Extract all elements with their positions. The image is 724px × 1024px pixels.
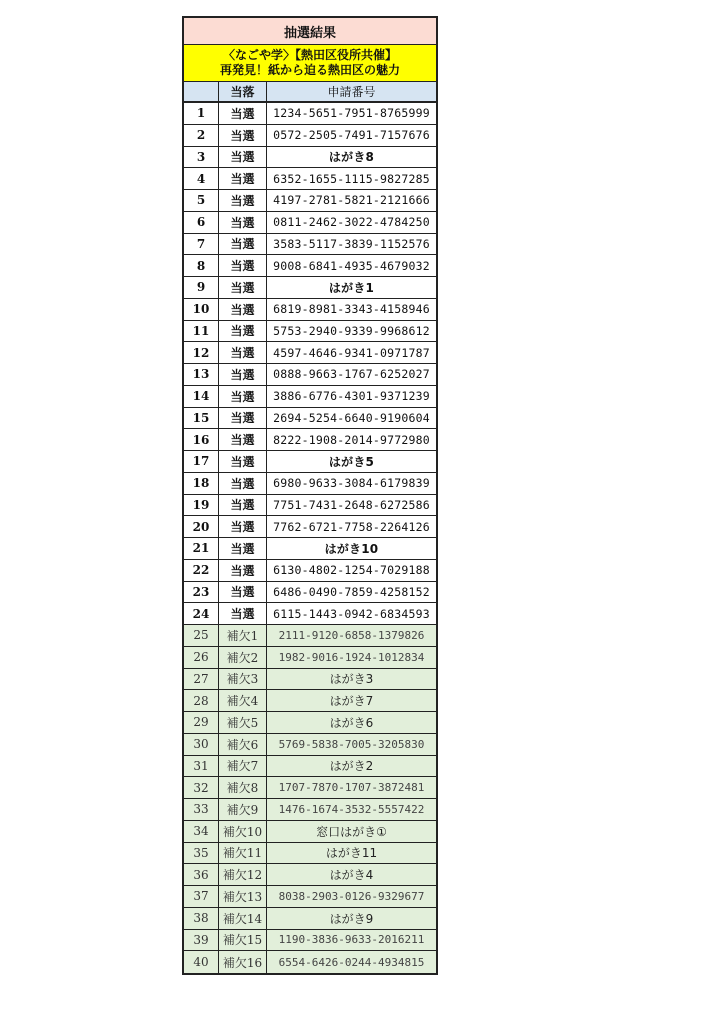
application-number: 6486-0490-7859-4258152	[273, 584, 430, 599]
row-number: 11	[184, 321, 219, 342]
application-number: 6819-8981-3343-4158946	[273, 302, 430, 317]
row-number: 10	[184, 299, 219, 320]
row-number: 8	[184, 255, 219, 276]
winner-row	[184, 190, 436, 212]
result-status: 補欠6	[219, 734, 267, 755]
result-status: 補欠11	[219, 843, 267, 864]
row-number: 19	[184, 495, 219, 516]
result-status: 当選	[219, 516, 267, 537]
result-status: 当選	[219, 495, 267, 516]
result-status: 当選	[219, 125, 267, 146]
result-status: 当選	[219, 603, 267, 624]
row-number: 13	[184, 364, 219, 385]
row-number: 31	[184, 756, 219, 777]
application-number: 2694-5254-6640-9190604	[273, 410, 430, 425]
row-number: 26	[184, 647, 219, 668]
application-number: はがき11	[325, 846, 378, 861]
row-number: 40	[184, 951, 219, 973]
result-status: 補欠8	[219, 777, 267, 798]
row-number: 28	[184, 690, 219, 711]
result-status: 当選	[219, 212, 267, 233]
alternate-row	[184, 669, 436, 691]
row-number: 7	[184, 234, 219, 255]
result-status: 補欠12	[219, 864, 267, 885]
application-number: 6980-9633-3084-6179839	[273, 476, 430, 491]
row-number: 37	[184, 886, 219, 907]
application-number: 6130-4802-1254-7029188	[273, 563, 430, 578]
winner-row	[184, 538, 436, 560]
result-status: 当選	[219, 234, 267, 255]
winner-row	[184, 495, 436, 517]
row-number: 2	[184, 125, 219, 146]
row-number: 15	[184, 408, 219, 429]
alternate-row	[184, 625, 436, 647]
row-number: 34	[184, 821, 219, 842]
application-number: 3583-5117-3839-1152576	[273, 236, 430, 251]
results-body	[184, 103, 436, 973]
application-number: 7762-6721-7758-2264126	[273, 519, 430, 534]
application-number: はがき3	[329, 672, 374, 687]
application-number: 5753-2940-9339-9968612	[273, 323, 430, 338]
application-number: 9008-6841-4935-4679032	[273, 258, 430, 273]
result-status: 当選	[219, 429, 267, 450]
application-number: はがき6	[329, 715, 374, 730]
alternate-row	[184, 712, 436, 734]
application-number: はがき5	[328, 454, 375, 469]
winner-row	[184, 560, 436, 582]
winner-row	[184, 103, 436, 125]
application-number: 0888-9663-1767-6252027	[273, 367, 430, 382]
application-number: 4197-2781-5821-2121666	[273, 193, 430, 208]
winner-row	[184, 125, 436, 147]
winner-row	[184, 234, 436, 256]
application-number: 1982-9016-1924-1012834	[278, 650, 425, 664]
winner-row	[184, 212, 436, 234]
header-number-cell	[184, 82, 219, 101]
winner-row	[184, 364, 436, 386]
row-number: 6	[184, 212, 219, 233]
result-status: 当選	[219, 103, 267, 124]
application-number: はがき9	[329, 911, 374, 926]
application-number: はがき2	[329, 759, 374, 774]
row-number: 39	[184, 930, 219, 951]
application-number: 1476-1674-3532-5557422	[278, 802, 425, 816]
result-status: 補欠13	[219, 886, 267, 907]
application-number: 7751-7431-2648-6272586	[273, 497, 430, 512]
winner-row	[184, 451, 436, 473]
row-number: 3	[184, 147, 219, 168]
alternate-row	[184, 690, 436, 712]
result-status: 当選	[219, 538, 267, 559]
row-number: 33	[184, 799, 219, 820]
result-status: 補欠1	[219, 625, 267, 646]
application-number: 窓口はがき①	[316, 824, 387, 839]
result-status: 当選	[219, 473, 267, 494]
application-number: 6554-6426-0244-4934815	[278, 955, 425, 969]
application-number: はがき10	[324, 541, 379, 556]
alternate-row	[184, 647, 436, 669]
application-number: はがき8	[328, 150, 375, 165]
result-status: 当選	[219, 321, 267, 342]
row-number: 38	[184, 908, 219, 929]
row-number: 32	[184, 777, 219, 798]
application-number: 1707-7870-1707-3872481	[278, 781, 425, 795]
application-number: 0811-2462-3022-4784250	[273, 215, 430, 230]
application-number: 1190-3836-9633-2016211	[278, 933, 425, 947]
result-status: 当選	[219, 451, 267, 472]
result-status: 補欠3	[219, 669, 267, 690]
row-number: 21	[184, 538, 219, 559]
header-application-number: 申請番号	[327, 85, 376, 99]
row-number: 16	[184, 429, 219, 450]
row-number: 18	[184, 473, 219, 494]
result-status: 当選	[219, 560, 267, 581]
application-number: 5769-5838-7005-3205830	[278, 737, 425, 751]
alternate-row	[184, 930, 436, 952]
application-number: はがき1	[328, 280, 375, 295]
result-status: 当選	[219, 386, 267, 407]
result-status: 補欠9	[219, 799, 267, 820]
row-number: 35	[184, 843, 219, 864]
winner-row	[184, 277, 436, 299]
row-number: 12	[184, 342, 219, 363]
application-number: 8222-1908-2014-9772980	[273, 432, 430, 447]
alternate-row	[184, 799, 436, 821]
application-number: 2111-9120-6858-1379826	[278, 628, 425, 642]
event-name-banner	[184, 45, 436, 82]
application-number: 1234-5651-7951-8765999	[273, 106, 430, 121]
winner-row	[184, 299, 436, 321]
winner-row	[184, 429, 436, 451]
application-number: 0572-2505-7491-7157676	[273, 128, 430, 143]
alternate-row	[184, 864, 436, 886]
winner-row	[184, 582, 436, 604]
result-status: 当選	[219, 190, 267, 211]
alternate-row	[184, 821, 436, 843]
column-header-row	[184, 82, 436, 103]
alternate-row	[184, 734, 436, 756]
winner-row	[184, 516, 436, 538]
winner-row	[184, 386, 436, 408]
row-number: 30	[184, 734, 219, 755]
result-status: 補欠7	[219, 756, 267, 777]
result-status: 当選	[219, 255, 267, 276]
winner-row	[184, 255, 436, 277]
winner-row	[184, 408, 436, 430]
result-status: 当選	[219, 277, 267, 298]
lottery-results-table	[182, 16, 438, 975]
winner-row	[184, 473, 436, 495]
header-result: 当落	[219, 82, 267, 101]
row-number: 27	[184, 669, 219, 690]
result-status: 補欠16	[219, 951, 267, 973]
winner-row	[184, 603, 436, 625]
event-name-line-1: 〈なごや学〉【熱田区役所共催】	[222, 48, 397, 62]
row-number: 36	[184, 864, 219, 885]
alternate-row	[184, 908, 436, 930]
result-status: 補欠14	[219, 908, 267, 929]
result-status: 当選	[219, 342, 267, 363]
application-number: 8038-2903-0126-9329677	[278, 889, 425, 903]
alternate-row	[184, 843, 436, 865]
row-number: 29	[184, 712, 219, 733]
result-status: 補欠2	[219, 647, 267, 668]
application-number: 4597-4646-9341-0971787	[273, 345, 430, 360]
result-status: 当選	[219, 299, 267, 320]
row-number: 20	[184, 516, 219, 537]
alternate-row	[184, 951, 436, 973]
row-number: 5	[184, 190, 219, 211]
result-status: 補欠4	[219, 690, 267, 711]
event-name-line-2: 再発見！紙から迫る熱田区の魅力	[219, 63, 400, 77]
application-number: 3886-6776-4301-9371239	[273, 389, 430, 404]
winner-row	[184, 321, 436, 343]
row-number: 23	[184, 582, 219, 603]
row-number: 25	[184, 625, 219, 646]
winner-row	[184, 342, 436, 364]
row-number: 22	[184, 560, 219, 581]
result-status: 当選	[219, 364, 267, 385]
alternate-row	[184, 756, 436, 778]
application-number: 6352-1655-1115-9827285	[273, 171, 430, 186]
result-status: 補欠10	[219, 821, 267, 842]
row-number: 1	[184, 103, 219, 124]
alternate-row	[184, 886, 436, 908]
row-number: 4	[184, 168, 219, 189]
application-number: はがき7	[329, 694, 374, 709]
result-status: 当選	[219, 582, 267, 603]
application-number: 6115-1443-0942-6834593	[273, 606, 430, 621]
row-number: 17	[184, 451, 219, 472]
table-title: 抽選結果	[184, 18, 436, 45]
row-number: 9	[184, 277, 219, 298]
winner-row	[184, 147, 436, 169]
result-status: 当選	[219, 147, 267, 168]
result-status: 補欠15	[219, 930, 267, 951]
result-status: 当選	[219, 168, 267, 189]
alternate-row	[184, 777, 436, 799]
result-status: 補欠5	[219, 712, 267, 733]
application-number: はがき4	[329, 868, 374, 883]
result-status: 当選	[219, 408, 267, 429]
row-number: 24	[184, 603, 219, 624]
row-number: 14	[184, 386, 219, 407]
winner-row	[184, 168, 436, 190]
